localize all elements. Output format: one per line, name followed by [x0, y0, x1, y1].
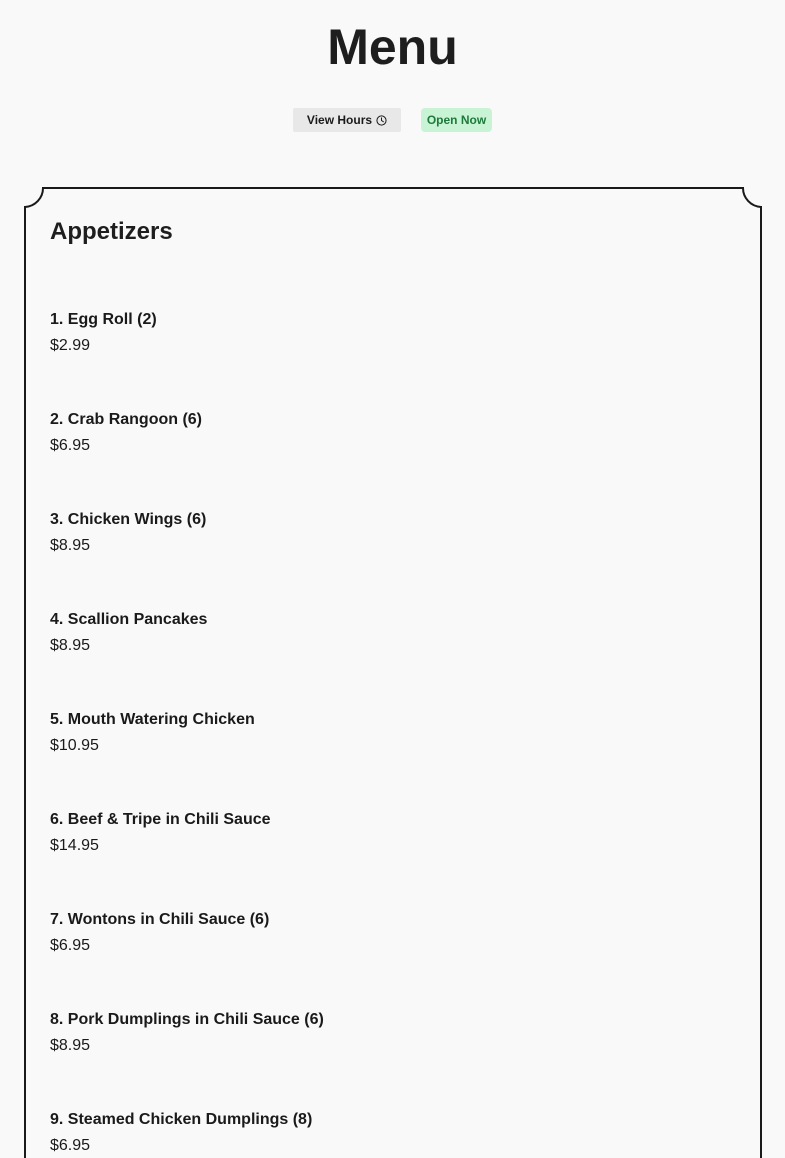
- menu-item-name: 8. Pork Dumplings in Chili Sauce (6): [50, 1011, 324, 1028]
- menu-item[interactable]: [50, 809, 740, 909]
- section-title-appetizers: Appetizers: [50, 218, 173, 245]
- menu-item-name: 5. Mouth Watering Chicken: [50, 711, 255, 728]
- menu-item-price: $8.95: [50, 1037, 91, 1054]
- menu-item-name: 4. Scallion Pancakes: [50, 611, 208, 628]
- menu-item-price: $6.95: [50, 937, 91, 954]
- menu-item-price: $6.95: [50, 437, 91, 454]
- menu-item-price: $14.95: [50, 837, 99, 854]
- menu-item[interactable]: [50, 309, 740, 409]
- menu-item-name: 9. Steamed Chicken Dumplings (8): [50, 1111, 313, 1128]
- menu-item[interactable]: [50, 1009, 740, 1109]
- menu-item-price: $8.95: [50, 637, 91, 654]
- menu-item[interactable]: [50, 909, 740, 1009]
- menu-item-name: 7. Wontons in Chili Sauce (6): [50, 911, 270, 928]
- open-status-badge: Open Now: [421, 108, 492, 132]
- menu-item-name: 2. Crab Rangoon (6): [50, 411, 203, 428]
- menu-item-price: $8.95: [50, 537, 91, 554]
- menu-item-price: $2.99: [50, 337, 91, 354]
- page-title: Menu: [327, 19, 458, 75]
- clock-icon: [376, 115, 387, 126]
- menu-item-name: 6. Beef & Tripe in Chili Sauce: [50, 811, 271, 828]
- menu-item[interactable]: [50, 409, 740, 509]
- menu-item-list: [50, 309, 740, 1158]
- menu-item-price: $10.95: [50, 737, 99, 754]
- view-hours-label: View Hours: [306, 113, 373, 127]
- menu-item[interactable]: [50, 509, 740, 609]
- menu-item-name: 3. Chicken Wings (6): [50, 511, 207, 528]
- header-controls: [0, 108, 785, 132]
- menu-item[interactable]: [50, 609, 740, 709]
- view-hours-button[interactable]: [293, 108, 401, 132]
- menu-item-price: $6.95: [50, 1137, 91, 1154]
- menu-item[interactable]: [50, 1109, 740, 1158]
- menu-item-name: 1. Egg Roll (2): [50, 311, 157, 328]
- menu-item[interactable]: [50, 709, 740, 809]
